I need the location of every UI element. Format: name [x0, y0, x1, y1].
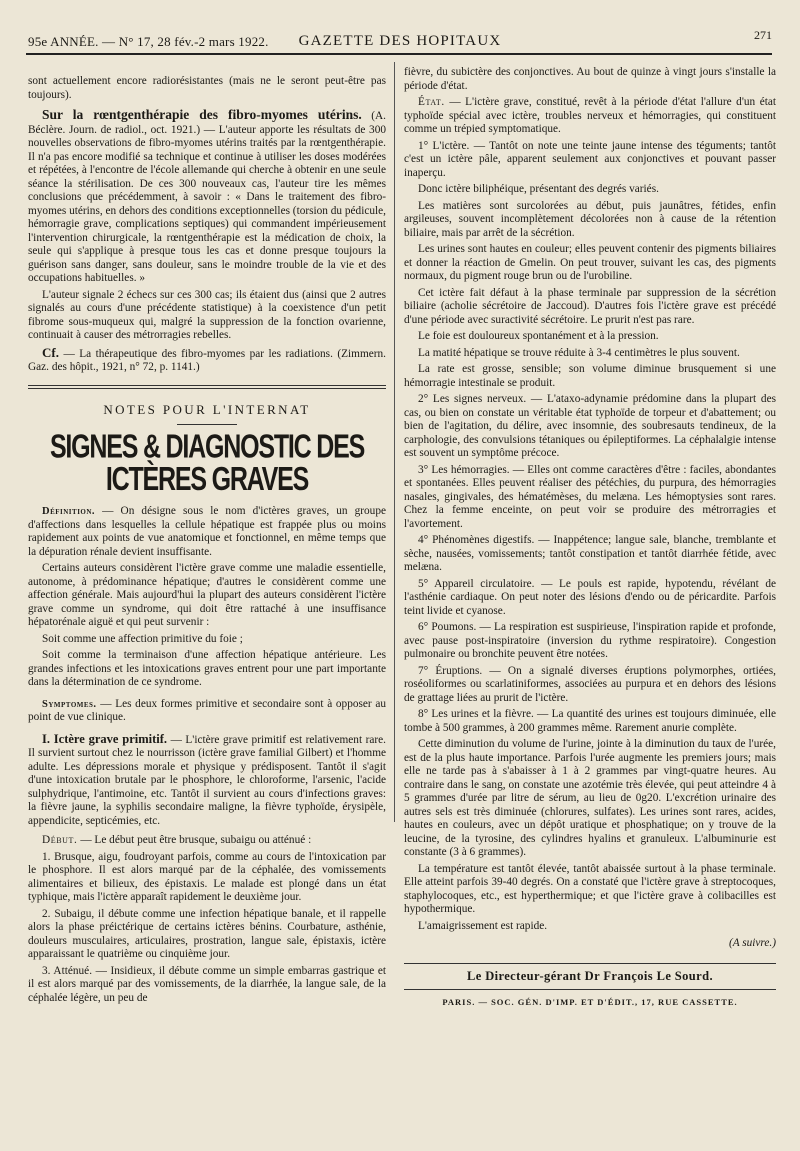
- digestive-paragraph: 4° Phénomènes digestifs. — Inappétence; langue sale, blanche, tremblante et sèche, nausées, vomissements; tantôt constipation et tantôt diarrhée fétide, avec melæna.: [404, 534, 776, 573]
- article-body: (A. Béclère. Journ. de radiol., oct. 1921.) — L'auteur apporte les résultats de 300 nouvelles observations de fibro-myomes utérins traités par la rœntgenthérapie. Il n'a pas encore modifié sa technique et continue à utiliser les doses modérées et répétées, à l'encontre de l'école allemande qui cherche à obtenir en une seule séance la stérilisation. De ces 300 nouveaux cas, l'auteur tire les mêmes conclusions que précédemment, à savoir : « Dans le traitement des fibro-myomes utérins, en dehors des conditions exceptionnelles (torsion du pédicule, hémorragie grave, complications septiques) qui commandent impérieusement l'intervention chirurgicale, la rœntgenthérapie est la médication de choix, la seule qui s'applique à presque tous les cas et donne presque toujours la guérison sans danger, sans douleur, sans le moindre trouble de la vie et des occupations habituelles. »: [28, 110, 386, 284]
- definition-label: Définition.: [42, 506, 96, 517]
- temperature-paragraph: La température est tantôt élevée, tantôt abaissée surtout à la phase terminale. Elle atteint parfois 39-40 degrés. On a constaté que l'ictère grave à streptocoques, staphylocoques, etc., est hyperthermique; et que l'ictère grave à colibacilles est hypothermique.: [404, 862, 776, 915]
- symptoms-label: Symptomes.: [42, 698, 97, 710]
- article-paragraph-2: L'auteur signale 2 échecs sur ces 300 cas; ils étaient dus (ainsi que 2 autres signalés au cours d'une précédente statistique) à la coexistence d'un petit fibrome sous-muqueux qui, malgré la suppression de la fonction ovarienne, continuait à causer des métrorragies rebelles.: [28, 288, 386, 341]
- hemorrhage-paragraph: 3° Les hémorragies. — Elles ont comme caractères d'être : faciles, abondantes et spontanées. Elles peuvent réaliser des pétéchies, du purpura, des hémorragies nasales, gingivales, des hématémèses, du melæna. Les hémoptysies sont rares. Chez la femme enceinte, on peut voir se produire des métrorragies et l'avortement.: [404, 463, 776, 530]
- right-paragraph-0: fièvre, du subictère des conjonctives. Au bout de quinze à vingt jours s'installe la période d'état.: [404, 66, 776, 92]
- definition-paragraph-3: Soit comme une affection primitive du foie ;: [42, 632, 243, 645]
- debut-label: Début.: [42, 834, 78, 846]
- intro-paragraph: sont actuellement encore radiorésistantes (mais ne le seront peut-être pas toujours).: [28, 75, 386, 101]
- eruptions-paragraph: 7° Éruptions. — On a signalé diverses éruptions polymorphes, ortiées, roséoliformes ou scarlatiniformes, associées au purpura et en dehors des lésions de grattage liées au prurit de l'ictère.: [404, 664, 776, 704]
- article-title: Sur la rœntgenthérapie des fibro-myomes utérins.: [42, 107, 362, 122]
- icterus-paragraph: 1° L'ictère. — Tantôt on note une teinte jaune intense des téguments; tantôt c'est un ictère pâle, apparent seulement aux conjonctives et pouvant passer inaperçu.: [404, 139, 776, 179]
- symptoms-text: — Les deux formes primitive et secondaire sont à opposer au point de vue clinique.: [28, 697, 386, 723]
- short-rule: [177, 424, 237, 425]
- icterus-paragraph-h: La rate est grosse, sensible; son volume diminue brusquement si une hémorragie intestinale se produit.: [404, 363, 776, 389]
- icterus-paragraph-d: Les urines sont hautes en couleur; elles peuvent contenir des pigments biliaires et donner la réaction de Gmelin. On peut trouver, suivant les cas, des pigments normaux, du pigment rouge brun ou de l'urobiline.: [404, 243, 776, 282]
- debut-item-2: 2. Subaigu, il débute comme une infection hépatique banale, et il rappelle alors la phase préictérique de certains ictères bénins. Courbature, asthénie, douleurs musculaires, articulaires, prostration, langue sale, épistaxis, ictère apparaissant le quatrième ou cinquième jour.: [28, 907, 386, 960]
- director-signature: Le Directeur-gérant Dr François Le Sourd.: [467, 968, 713, 983]
- definition-paragraph-2: Certains auteurs considèrent l'ictère grave comme une maladie essentielle, autonome, à prédominance hépatique; d'autres le considèrent comme une affection générale. Mais aujourd'hui la plupart des auteurs considèrent l'ictère grave comme un syndrome, qui doit être rattaché à une insuffisance hépatorénale aiguë et qui peut survenir :: [28, 562, 386, 628]
- column-divider: [394, 62, 395, 822]
- nervous-signs-paragraph: 2° Les signes nerveux. — L'ataxo-adynamie prédomine dans la plupart des cas, ou bien on constate un véritable état typhoïde de torpeur et d'abattement; ou bien de l'agitation, du délire, avec insomnie, des soubresauts tendineux, de la carphologie, des convulsions tétaniques ou épileptiformes. La céphalalgie intense est souvent un symptôme précoce.: [404, 393, 776, 459]
- primitive-paragraph: [28, 733, 386, 829]
- etat-text: — L'ictère grave, constitué, revêt à la période d'état l'allure d'un état typhoïde spécial avec ictère, troubles nerveux et hémorragies, qui constituent comme un trépied symptomatique.: [404, 96, 777, 135]
- cf-label: Cf.: [42, 344, 59, 360]
- lungs-paragraph: 6° Poumons. — La respiration est suspirieuse, l'inspiration rapide et profonde, avec pause post-inspiratoire (inversion du rythme respiratoire). Congestion pulmonaire ou bronchite peuvent être notées.: [404, 621, 776, 660]
- weight-loss-paragraph: L'amaigrissement est rapide.: [418, 919, 548, 932]
- symptoms-paragraph: [28, 698, 386, 725]
- circulatory-paragraph: 5° Appareil circulatoire. — Le pouls est rapide, hypotendu, révélant de l'asthénie cardiaque. On peut noter des lésions d'endo ou de péricardite. Parfois teint livide et cyanose.: [404, 577, 776, 617]
- etat-paragraph: [404, 96, 776, 137]
- etat-label: État.: [418, 96, 445, 108]
- to-be-continued: (A suivre.): [728, 937, 776, 949]
- urine-fever-paragraph: 8° Les urines et la fièvre. — La quantité des urines est toujours diminuée, elle tombe à 500 grammes, à 200 grammes même. Rarement anurie complète.: [404, 708, 776, 734]
- cf-paragraph: [28, 346, 386, 375]
- page-header: [28, 28, 772, 50]
- left-column: [28, 75, 386, 1008]
- icterus-paragraph-g: La matité hépatique se trouve réduite à 3-4 centimètres le plus souvent.: [418, 346, 740, 359]
- section-heading: NOTES POUR L'INTERNAT: [103, 401, 311, 417]
- publication-title: GAZETTE DES HOPITAUX: [298, 33, 502, 49]
- primitive-title: I. Ictère grave primitif.: [42, 731, 168, 746]
- cf-text: — La thérapeutique des fibro-myomes par les radiations. (Zimmern. Gaz. des hôpit., 1921, n° 72, p. 1141.): [28, 347, 386, 373]
- definition-paragraph-4: Soit comme la terminaison d'une affection hépatique antérieure. Les grandes infections et les intoxications graves entrent pour une part importante dans la détermination de ce syndrome.: [28, 649, 386, 688]
- main-title: SIGNES & DIAGNOSTIC DES ICTÈRES GRAVES: [49, 427, 365, 499]
- debut-item-1: 1. Brusque, aigu, foudroyant parfois, comme au cours de l'intoxication par le phosphore. Il est alors marqué par de la céphalée, des vomissements alimentaires et bilieux, des épistaxis. Le malade est plongé dans un état typhique, mais l'ictère apparaît rapidement le deuxième jour.: [28, 850, 386, 903]
- debut-text: — Le début peut être brusque, subaigu ou atténué :: [80, 834, 312, 846]
- icterus-paragraph-e: Cet ictère fait défaut à la phase terminale par suppression de la sécrétion biliaire (acholie sécrétoire de Jaccoud). D'autres fois l'ictère grave est précédé d'une période avec suractivité sécrétoire. Le prurit n'est pas rare.: [404, 286, 776, 326]
- definition-text: — On désigne sous le nom d'ictères graves, un groupe d'affections dans lesquelles la cellule hépatique est frappée plus ou moins rapidement aux points de vue anatomique et fonctionnel, en même temps que la dépuration rénale devient insuffisante.: [28, 505, 386, 558]
- header-rule: [26, 53, 772, 55]
- debut-item-3: 3. Atténué. — Insidieux, il débute comme un simple embarras gastrique et il est alors marqué par des vomissements, de la diarrhée, la langue sale, de la céphalée légère, un peu de: [28, 964, 386, 1004]
- article-paragraph: [28, 108, 386, 286]
- icterus-paragraph-c: Les matières sont surcolorées au début, puis jaunâtres, fétides, enfin argileuses, souvent incomplètement décolorées non à cause de la rétention biliaire, mais par arrêt de la sécrétion.: [404, 199, 776, 239]
- icterus-paragraph-b: Donc ictère biliphéique, présentant des degrés variés.: [418, 183, 659, 195]
- issue-info: 95e ANNÉE. — N° 17, 28 fév.-2 mars 1922.: [28, 34, 269, 49]
- primitive-text: — L'ictère grave primitif est relativement rare. Il survient surtout chez le nourrisson (ictère grave familial Gilbert) et l'homme adulte. Les dépressions morale et physique y prédisposent. Tantôt il s'agit d'une intoxication brutale par le phosphore, le chloroforme, l'arsenic, l'acide sulphydrique, l'antimoine, etc. Tantôt il survient au cours d'infections graves: la fièvre jaune, la syphilis secondaire maligne, la fièvre typhoïde, érysipèle, appendicite, septicémies, etc.: [28, 733, 386, 827]
- right-column: [404, 66, 776, 1010]
- footer-rule: [404, 963, 776, 964]
- icterus-paragraph-f: Le foie est douloureux spontanément et à la pression.: [418, 330, 659, 342]
- urine-paragraph-b: Cette diminution du volume de l'urine, jointe à la diminution du taux de l'urée, est de la plus haute importance. Parfois l'urée augmente les premiers jours; mais elle ne tarde pas à s'abaisser à 1 à 2 grammes par vingt-quatre heures. Au contraire dans le sang, on constate une azotémie très élevée, qui peut atteindre 4 à 5 grammes d'urée par litre de sérum, au lieu de 0g20. L'excrétion urinaire des autres sels est très diminuée (chlorures, sulfates). Les urines sont rares, acides, hautes en couleurs, avec un dépôt uratique et phosphatique; on y trouve de la leucine, de la tyrosine, des cylindres hyalins et granuleux. L'albuminurie est constante (3 à 6 grammes).: [404, 738, 776, 858]
- printer-imprint: PARIS. — SOC. GÉN. D'IMP. ET D'ÉDIT., 17, RUE CASSETTE.: [404, 989, 776, 1010]
- page-number: 271: [754, 28, 772, 42]
- definition-paragraph: [28, 505, 386, 559]
- section-separator: [28, 385, 386, 389]
- debut-paragraph: [28, 834, 386, 848]
